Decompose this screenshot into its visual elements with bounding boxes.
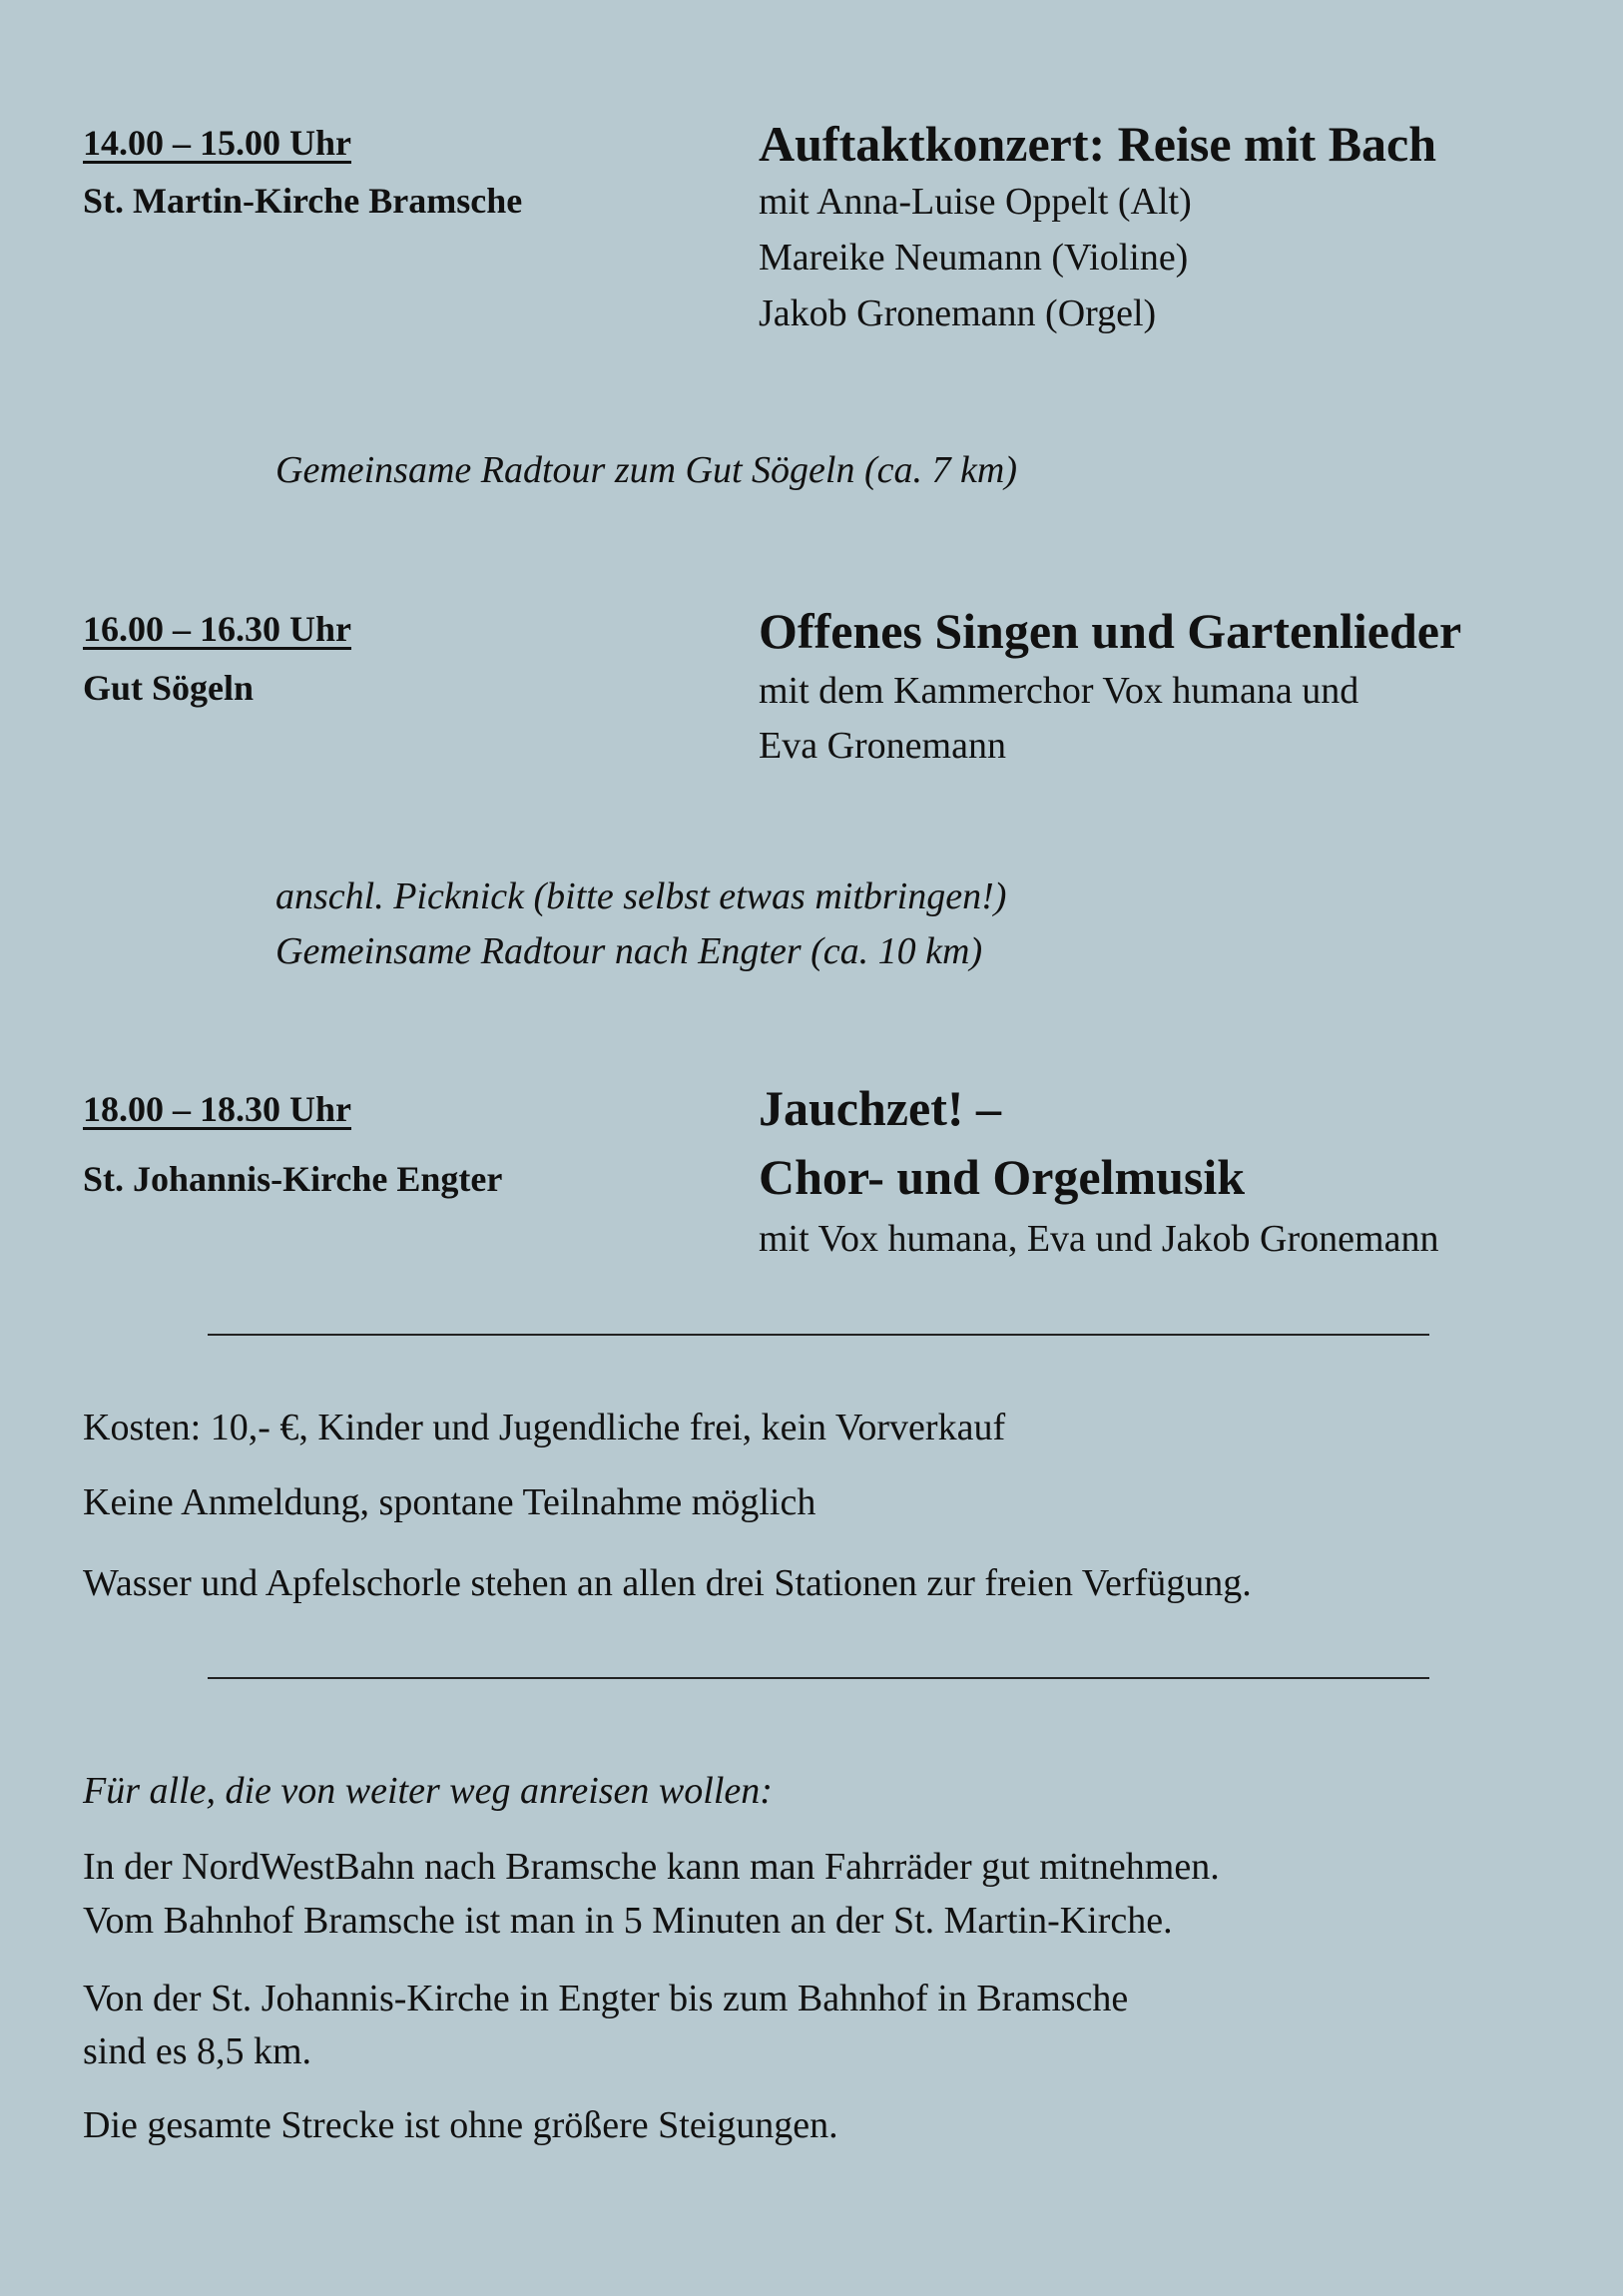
event-2-title: Offenes Singen und Gartenlieder (759, 603, 1462, 659)
transition-2-line-1: anschl. Picknick (bitte selbst etwas mitbringen!) (275, 875, 1007, 917)
transition-1-line-1: Gemeinsame Radtour zum Gut Sögeln (ca. 7 km) (275, 449, 1017, 491)
divider (208, 1334, 1429, 1336)
event-3-detail-1: mit Vox humana, Eva und Jakob Gronemann (759, 1218, 1439, 1260)
divider (208, 1677, 1429, 1679)
event-3-time: 18.00 – 18.30 Uhr (83, 1089, 351, 1129)
event-2-place: Gut Sögeln (83, 668, 255, 708)
event-3-title-line-1: Jauchzet! – (759, 1080, 1001, 1136)
event-1-time: 14.00 – 15.00 Uhr (83, 123, 351, 163)
travel-train-line-1: In der NordWestBahn nach Bramsche kann man Fahrräder gut mitnehmen. (83, 1846, 1220, 1888)
event-2-detail-1: mit dem Kammerchor Vox humana und (759, 670, 1359, 712)
event-3-place: St. Johannis-Kirche Engter (83, 1159, 503, 1199)
event-1-detail-3: Jakob Gronemann (Orgel) (759, 292, 1157, 334)
event-1-title: Auftaktkonzert: Reise mit Bach (759, 116, 1437, 172)
travel-heading: Für alle, die von weiter weg anreisen wollen: (83, 1770, 773, 1812)
travel-route-note: Die gesamte Strecke ist ohne größere Steigungen. (83, 2104, 838, 2146)
transition-2-line-2: Gemeinsame Radtour nach Engter (ca. 10 km) (275, 930, 983, 972)
event-2-detail-2: Eva Gronemann (759, 725, 1006, 767)
event-1-detail-1: mit Anna-Luise Oppelt (Alt) (759, 181, 1192, 223)
info-drinks: Wasser und Apfelschorle stehen an allen drei Stationen zur freien Verfügung. (83, 1562, 1252, 1604)
event-1-detail-2: Mareike Neumann (Violine) (759, 237, 1189, 279)
info-registration: Keine Anmeldung, spontane Teilnahme möglich (83, 1481, 816, 1523)
event-2-time: 16.00 – 16.30 Uhr (83, 609, 351, 649)
info-cost: Kosten: 10,- €, Kinder und Jugendliche frei, kein Vorverkauf (83, 1407, 1006, 1448)
travel-distance-line-2: sind es 8,5 km. (83, 2030, 312, 2072)
travel-distance-line-1: Von der St. Johannis-Kirche in Engter bis zum Bahnhof in Bramsche (83, 1978, 1129, 2019)
event-3-title-line-2: Chor- und Orgelmusik (759, 1149, 1246, 1205)
travel-train-line-2: Vom Bahnhof Bramsche ist man in 5 Minuten an der St. Martin-Kirche. (83, 1900, 1173, 1942)
event-1-place: St. Martin-Kirche Bramsche (83, 181, 523, 221)
